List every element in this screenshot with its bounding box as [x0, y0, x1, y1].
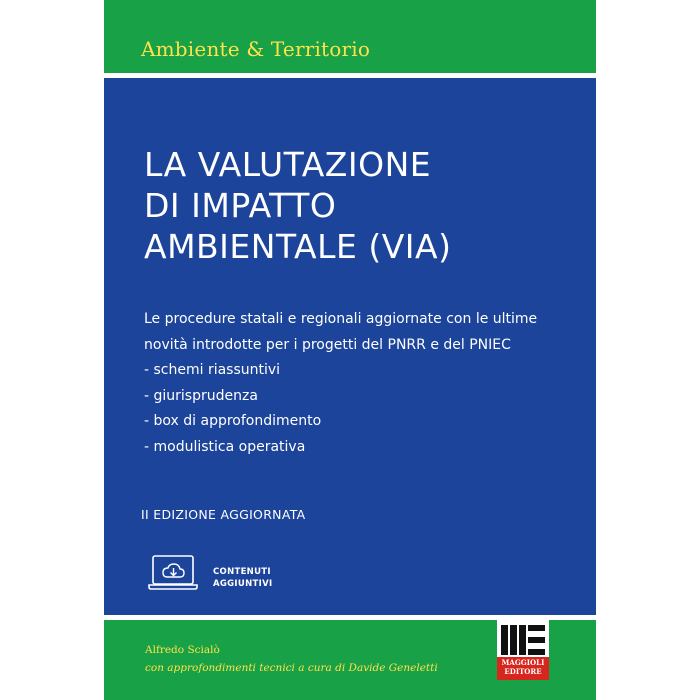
publisher-subtitle: EDITORE	[504, 667, 542, 676]
description-line: - schemi riassuntivi	[144, 362, 281, 378]
extra-content-line: CONTENUTI	[213, 567, 271, 577]
author-band	[104, 620, 596, 700]
book-title-line: LA VALUTAZIONE	[144, 145, 432, 184]
description-line: - box di approfondimento	[144, 413, 322, 429]
book-title	[144, 144, 451, 267]
description-line: Le procedure statali e regionali aggiornate con le ultime	[144, 311, 538, 327]
extra-content-line: AGGIUNTIVI	[213, 578, 273, 589]
description-line: - modulistica operativa	[144, 438, 306, 455]
edition-label: II EDIZIONE AGGIORNATA	[141, 507, 306, 522]
extra-content-label	[213, 567, 272, 590]
laptop-download-icon	[148, 554, 198, 592]
series-band	[104, 0, 596, 73]
book-cover	[104, 0, 596, 700]
series-title: Ambiente & Territorio	[141, 37, 371, 61]
book-description	[144, 307, 584, 460]
author-name: Alfredo Scialò	[145, 644, 220, 656]
description-line: novità introdotte per i progetti del PNRR e del PNIEC	[144, 336, 511, 353]
publisher-mark-icon	[501, 623, 545, 656]
title-panel	[104, 78, 596, 615]
publisher-logo	[497, 620, 549, 680]
book-title-line: AMBIENTALE (VIA)	[144, 227, 452, 266]
publisher-name: MAGGIOLI	[501, 658, 545, 667]
contributors-line: con approfondimenti tecnici a cura di Davide Geneletti	[145, 662, 438, 674]
description-line: - giurisprudenza	[144, 387, 258, 404]
book-title-line: DI IMPATTO	[144, 186, 337, 225]
